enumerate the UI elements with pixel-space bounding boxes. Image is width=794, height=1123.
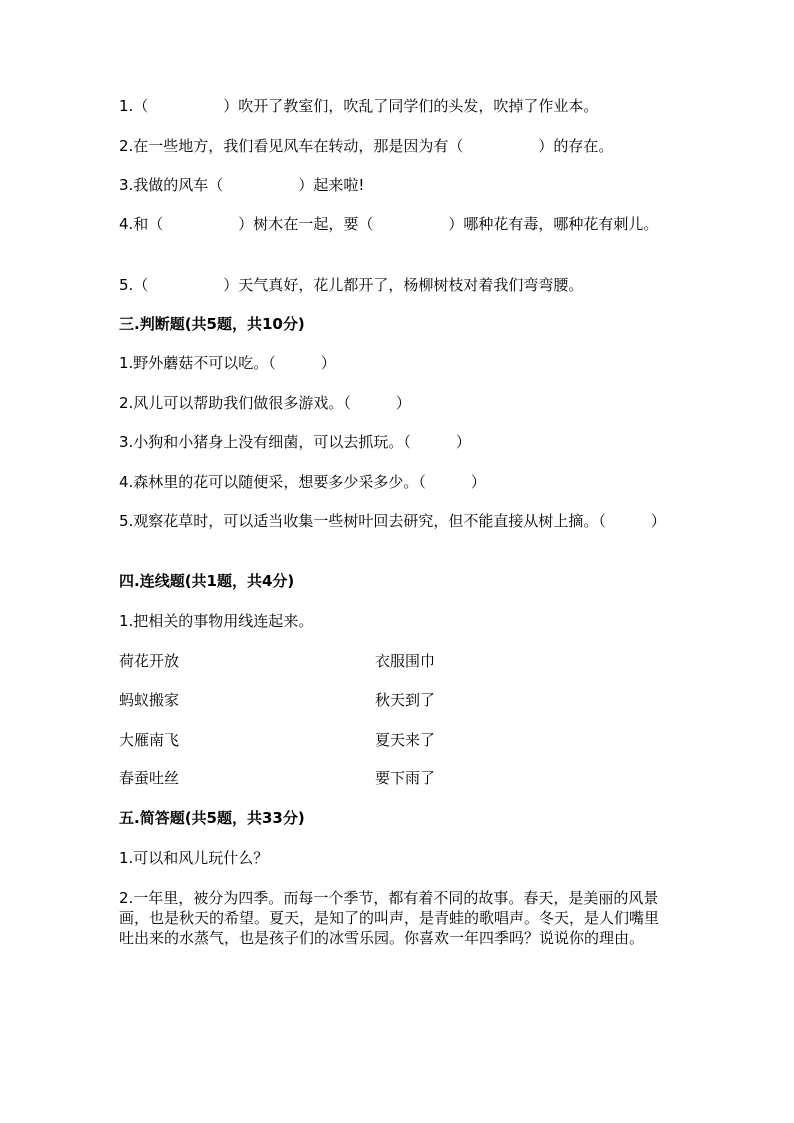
matching-right-item: 要下雨了 bbox=[375, 769, 436, 787]
short-answer-item-2: 2.一年里，被分为四季。而每一个季节，都有着不同的故事。春天，是美丽的风景画，也是秋天的希望。夏天，是知了的叫声，是青蛙的歌唱声。冬天，是人们嘴里吐出来的水蒸气，也是孩子们的冰雪乐园。你喜欢一年四季吗？说说你的理由。 bbox=[119, 889, 660, 947]
section-5-title: 五.简答题(共5题，共33分) bbox=[119, 809, 305, 827]
matching-right-item: 衣服围巾 bbox=[375, 652, 436, 670]
short-answer-item-1: 1.可以和风儿玩什么？ bbox=[119, 849, 269, 867]
judge-item-2: 2.风儿可以帮助我们做很多游戏。（ ） bbox=[119, 394, 411, 412]
matching-left-item: 大雁南飞 bbox=[119, 731, 180, 749]
section-3-title: 三.判断题(共5题，共10分) bbox=[119, 315, 305, 333]
matching-right-item: 秋天到了 bbox=[375, 691, 436, 709]
section-4-title: 四.连线题(共1题，共4分) bbox=[119, 572, 295, 590]
matching-left-item: 荷花开放 bbox=[119, 652, 180, 670]
fill-in-item-4: 4.和（ ）树木在一起，要（ ）哪种花有毒，哪种花有刺儿。 bbox=[119, 215, 659, 233]
fill-in-item-2: 2.在一些地方，我们看见风车在转动，那是因为有（ ）的存在。 bbox=[119, 137, 614, 155]
matching-left-item: 蚂蚁搬家 bbox=[119, 691, 180, 709]
fill-in-item-3: 3.我做的风车（ ）起来啦! bbox=[119, 176, 365, 194]
matching-left-item: 春蚕吐丝 bbox=[119, 769, 180, 787]
matching-question: 1.把相关的事物用线连起来。 bbox=[119, 612, 314, 630]
judge-item-3: 3.小狗和小猪身上没有细菌，可以去抓玩。（ ） bbox=[119, 433, 471, 451]
judge-item-5: 5.观察花草时，可以适当收集一些树叶回去研究，但不能直接从树上摘。（ ） bbox=[119, 512, 666, 530]
judge-item-1: 1.野外蘑菇不可以吃。（ ） bbox=[119, 354, 336, 372]
judge-item-4: 4.森林里的花可以随便采，想要多少采多少。（ ） bbox=[119, 473, 486, 491]
fill-in-item-5: 5.（ ）天气真好，花儿都开了，杨柳树枝对着我们弯弯腰。 bbox=[119, 276, 584, 294]
fill-in-item-1: 1.（ ）吹开了教室们，吹乱了同学们的头发，吹掉了作业本。 bbox=[119, 97, 599, 115]
matching-right-item: 夏天来了 bbox=[375, 731, 436, 749]
